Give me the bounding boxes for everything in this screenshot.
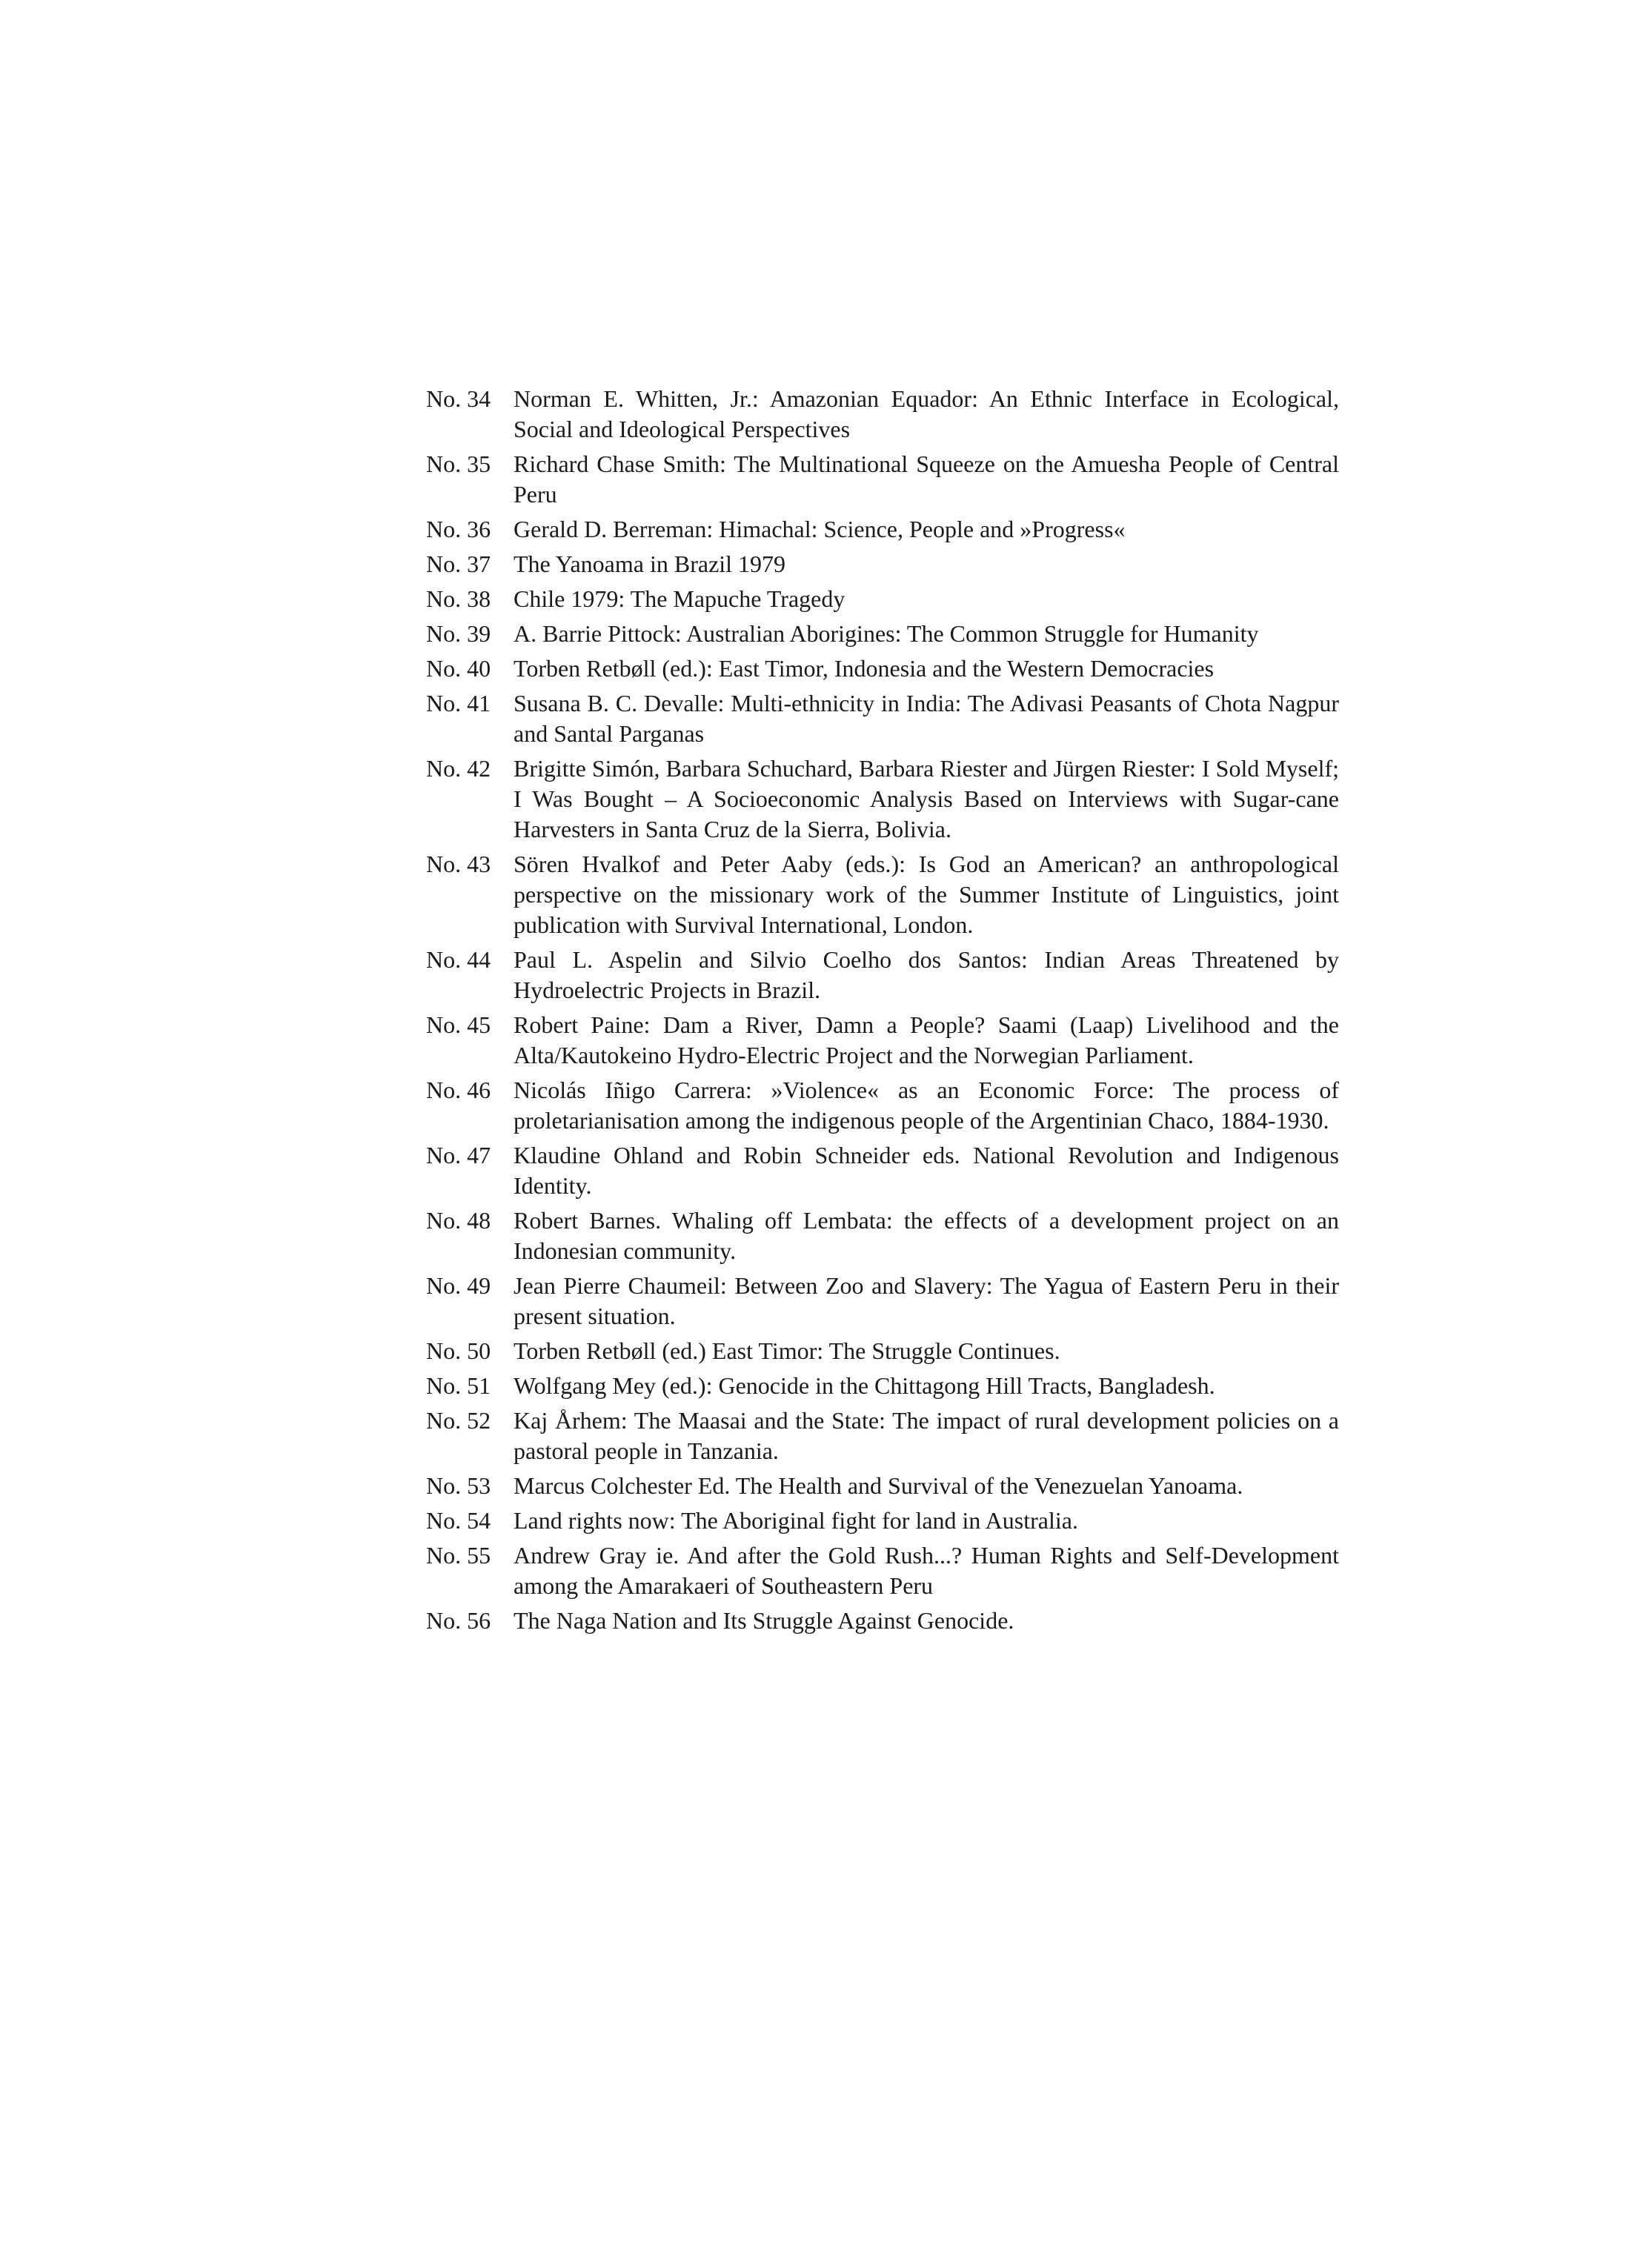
list-item [426,1471,1339,1501]
item-text: Richard Chase Smith: The Multinational Squeeze on the Amuesha People of Central Peru [514,450,1339,508]
item-text: Marcus Colchester Ed. The Health and Survival of the Venezuelan Yanoama. [514,1472,1243,1499]
list-item [426,1606,1339,1636]
item-number: No. 55 [426,1542,491,1569]
item-text: The Naga Nation and Its Struggle Against Genocide. [514,1607,1014,1634]
item-text: Jean Pierre Chaumeil: Between Zoo and Slavery: The Yagua of Eastern Peru in their present situation. [514,1272,1339,1329]
item-text: Land rights now: The Aboriginal fight for land in Australia. [514,1507,1078,1534]
list-item [426,1336,1339,1366]
item-number: No. 34 [426,385,491,412]
item-number: No. 36 [426,516,491,542]
list-item [426,1206,1339,1266]
list-item [426,449,1339,510]
list-item [426,514,1339,545]
item-text: The Yanoama in Brazil 1979 [514,551,786,577]
item-text: Gerald D. Berreman: Himachal: Science, People and »Progress« [514,516,1126,542]
list-item [426,1140,1339,1201]
list-item [426,1406,1339,1466]
list-item [426,654,1339,684]
list-item [426,1010,1339,1071]
item-number: No. 53 [426,1472,491,1499]
item-number: No. 39 [426,620,491,647]
item-number: No. 45 [426,1011,491,1038]
list-item [426,619,1339,649]
item-number: No. 43 [426,851,491,877]
list-item [426,584,1339,614]
item-number: No. 35 [426,450,491,477]
item-number: No. 40 [426,655,491,682]
list-item [426,754,1339,845]
item-text: Brigitte Simón, Barbara Schuchard, Barbara Riester and Jürgen Riester: I Sold Myself; I Was Bought – A Socioeconomic Analysis Based on Interviews with Sugar-cane Harvesters in Santa Cruz de la Sierra, Bolivia. [514,755,1339,842]
item-number: No. 37 [426,551,491,577]
item-number: No. 48 [426,1207,491,1234]
item-number: No. 51 [426,1372,491,1399]
list-item [426,1540,1339,1601]
item-text: Torben Retbøll (ed.) East Timor: The Struggle Continues. [514,1337,1060,1364]
item-text: A. Barrie Pittock: Australian Aborigines: The Common Struggle for Humanity [514,620,1259,647]
item-text: Norman E. Whitten, Jr.: Amazonian Equador: An Ethnic Interface in Ecological, Social and Ideological Perspectives [514,385,1339,442]
item-number: No. 50 [426,1337,491,1364]
item-number: No. 38 [426,585,491,612]
item-number: No. 54 [426,1507,491,1534]
item-text: Wolfgang Mey (ed.): Genocide in the Chittagong Hill Tracts, Bangladesh. [514,1372,1215,1399]
list-item [426,1506,1339,1536]
list-item [426,549,1339,579]
item-text: Chile 1979: The Mapuche Tragedy [514,585,845,612]
item-number: No. 44 [426,946,491,973]
item-number: No. 52 [426,1407,491,1434]
list-item [426,849,1339,940]
item-text: Klaudine Ohland and Robin Schneider eds. National Revolution and Indigenous Identity. [514,1142,1339,1199]
item-text: Robert Barnes. Whaling off Lembata: the effects of a development project on an Indonesian community. [514,1207,1339,1264]
list-item [426,945,1339,1005]
item-number: No. 46 [426,1077,491,1103]
list-item [426,688,1339,749]
item-text: Nicolás Iñigo Carrera: »Violence« as an Economic Force: The process of proletarianisation among the indigenous people of the Argentinian Chaco, 1884-1930. [514,1077,1339,1134]
publication-list [426,384,1339,1640]
list-item [426,1075,1339,1136]
item-text: Robert Paine: Dam a River, Damn a People? Saami (Laap) Livelihood and the Alta/Kautokeino Hydro-Electric Project and the Norwegian Parliament. [514,1011,1339,1068]
item-text: Kaj Århem: The Maasai and the State: The impact of rural development policies on a pastoral people in Tanzania. [514,1407,1339,1464]
item-text: Sören Hvalkof and Peter Aaby (eds.): Is God an American? an anthropological perspective on the missionary work of the Summer Institute of Linguistics, joint publication with Survival International, London. [514,851,1339,938]
item-number: No. 49 [426,1272,491,1299]
item-number: No. 56 [426,1607,491,1634]
item-text: Torben Retbøll (ed.): East Timor, Indonesia and the Western Democracies [514,655,1215,682]
list-item [426,384,1339,445]
list-item [426,1271,1339,1331]
item-number: No. 42 [426,755,491,782]
item-text: Andrew Gray ie. And after the Gold Rush...? Human Rights and Self-Development among the Amarakaeri of Southeastern Peru [514,1542,1339,1599]
item-number: No. 41 [426,690,491,716]
list-item [426,1371,1339,1401]
item-number: No. 47 [426,1142,491,1168]
item-text: Susana B. C. Devalle: Multi-ethnicity in India: The Adivasi Peasants of Chota Nagpur and Santal Parganas [514,690,1339,747]
item-text: Paul L. Aspelin and Silvio Coelho dos Santos: Indian Areas Threatened by Hydroelectric Projects in Brazil. [514,946,1339,1003]
